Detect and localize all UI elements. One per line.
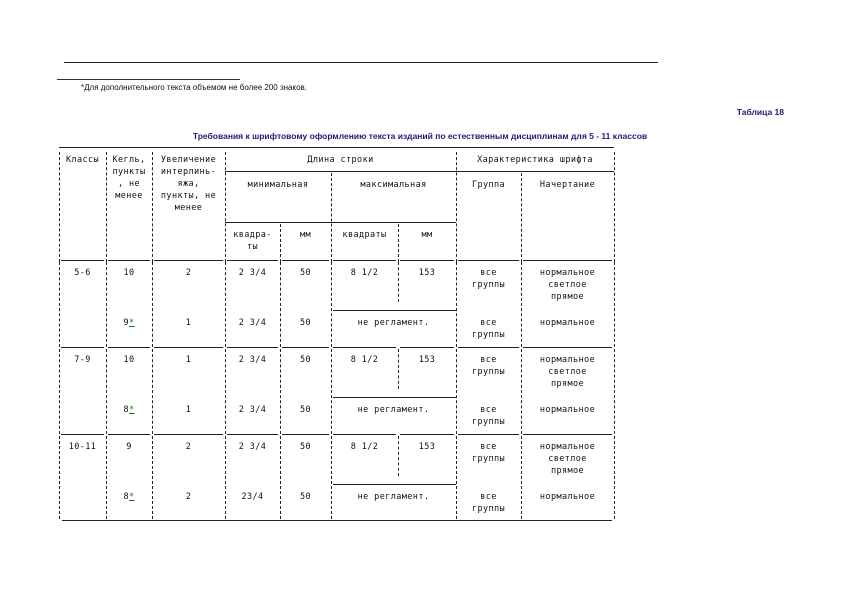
row-separator — [400, 260, 454, 261]
minimal-rule — [225, 222, 331, 223]
header-interline: Увеличение интерлинь- яжа, пункты, не менее — [160, 155, 217, 213]
cell-kegl: 9 — [126, 442, 132, 452]
row-separator — [154, 347, 223, 348]
row-separator — [458, 434, 519, 435]
footnote-separator — [57, 79, 240, 80]
cell-group: все группы — [471, 268, 506, 290]
cell-interline: 1 — [185, 405, 192, 415]
row-separator — [108, 434, 150, 435]
cell-interline: 2 — [185, 268, 192, 278]
cell-max-mm: 153 — [418, 268, 436, 278]
column-rule — [614, 152, 615, 262]
cell-interline: 1 — [185, 355, 192, 365]
column-rule — [614, 349, 615, 434]
cell-group: все группы — [471, 318, 506, 340]
row-separator — [61, 434, 104, 435]
row-separator — [227, 347, 278, 348]
header-kegl: Кегль, пункты , не менее — [112, 155, 146, 201]
cell-min-quadrats: 2 3/4 — [238, 268, 267, 278]
header-minimal: минимальная — [247, 180, 309, 190]
cell-group: все группы — [471, 492, 506, 514]
cell-kegl: 10 — [123, 355, 135, 365]
max-subrule — [333, 484, 456, 485]
header-line-length: Длина строки — [307, 155, 374, 165]
row-separator — [400, 347, 454, 348]
cell-min-quadrats: 2 3/4 — [238, 405, 267, 415]
cell-kegl: 8* — [123, 405, 135, 415]
cell-max-mm: 153 — [418, 355, 436, 365]
row-separator — [282, 260, 329, 261]
cell-max-quadrats: 8 1/2 — [350, 355, 379, 365]
font-char-rule — [456, 171, 614, 172]
cell-kegl: 8* — [123, 492, 135, 502]
table-title: Требования к шрифтовому оформлению текста изданий по естественным дисциплинам для 5 - 11 классов — [192, 131, 648, 141]
cell-interline: 2 — [185, 442, 192, 452]
table-top-rule — [59, 147, 614, 148]
row-separator — [523, 347, 612, 348]
cell-min-mm: 50 — [299, 355, 312, 365]
maximal-rule — [331, 222, 456, 223]
row-separator — [458, 347, 519, 348]
cell-min-mm: 50 — [299, 442, 312, 452]
row-separator — [400, 434, 454, 435]
row-separator — [227, 260, 278, 261]
line-length-rule — [225, 171, 456, 172]
row-separator — [227, 434, 278, 435]
cell-classes: 7-9 — [74, 355, 91, 365]
column-rule — [614, 262, 615, 347]
cell-max-not-regulated: не регламент. — [357, 492, 430, 502]
header-max-quadrats: квадраты — [342, 230, 387, 240]
table-bottom-rule — [62, 520, 612, 521]
cell-style: нормальное светлое прямое — [539, 442, 596, 476]
row-separator — [108, 347, 150, 348]
header-min-quadrats: квадра- ты — [233, 230, 272, 252]
cell-min-mm: 50 — [299, 405, 312, 415]
cell-min-mm: 50 — [299, 318, 312, 328]
cell-max-not-regulated: не регламент. — [357, 318, 430, 328]
row-separator — [61, 260, 104, 261]
row-separator — [154, 260, 223, 261]
cell-group: все группы — [471, 442, 506, 464]
cell-group: все группы — [471, 355, 506, 377]
column-rule — [614, 436, 615, 519]
cell-min-quadrats: 2 3/4 — [238, 442, 267, 452]
cell-kegl: 10 — [123, 268, 135, 278]
column-rule — [456, 152, 457, 262]
cell-min-mm: 50 — [299, 268, 312, 278]
header-min-mm: мм — [299, 230, 312, 240]
row-separator — [154, 434, 223, 435]
cell-interline: 2 — [185, 492, 192, 502]
cell-group: все группы — [471, 405, 506, 427]
cell-min-quadrats: 2 3/4 — [238, 318, 267, 328]
row-separator — [458, 260, 519, 261]
cell-max-mm: 153 — [418, 442, 436, 452]
row-separator — [282, 347, 329, 348]
row-separator — [333, 434, 396, 435]
cell-min-mm: 50 — [299, 492, 312, 502]
header-font-char: Характеристика шрифта — [477, 155, 593, 165]
cell-style: нормальное — [539, 405, 596, 415]
footnote-marker[interactable]: * — [129, 318, 135, 328]
header-style: Начертание — [539, 180, 596, 190]
cell-classes: 10-11 — [68, 442, 97, 452]
row-separator — [523, 260, 612, 261]
cell-kegl: 9* — [123, 318, 135, 328]
max-subrule — [333, 397, 456, 398]
header-maximal: максимальная — [360, 180, 427, 190]
header-max-mm: мм — [421, 230, 433, 240]
cell-min-quadrats: 23/4 — [241, 492, 264, 502]
cell-max-quadrats: 8 1/2 — [350, 442, 379, 452]
cell-max-not-regulated: не регламент. — [357, 405, 430, 415]
table-number: Таблица 18 — [736, 107, 784, 117]
row-separator — [333, 347, 396, 348]
footnote-marker[interactable]: * — [129, 492, 135, 502]
cell-classes: 5-6 — [74, 268, 91, 278]
max-subrule — [333, 310, 456, 311]
cell-style: нормальное светлое прямое — [539, 355, 596, 389]
row-separator — [282, 434, 329, 435]
row-separator — [333, 260, 396, 261]
cell-style: нормальное — [539, 492, 596, 502]
header-classes: Классы — [65, 155, 100, 165]
cell-interline: 1 — [185, 318, 192, 328]
cell-style: нормальное — [539, 318, 596, 328]
column-rule — [59, 152, 60, 262]
row-separator — [523, 434, 612, 435]
cell-style: нормальное светлое прямое — [539, 268, 596, 302]
row-separator — [61, 347, 104, 348]
row-separator — [108, 260, 150, 261]
footnote: *Для дополнительного текста объемом не более 200 знаков. — [81, 83, 308, 92]
page-top-rule — [64, 62, 658, 63]
footnote-marker[interactable]: * — [129, 405, 135, 415]
header-group: Группа — [471, 180, 506, 190]
cell-max-quadrats: 8 1/2 — [350, 268, 379, 278]
cell-min-quadrats: 2 3/4 — [238, 355, 267, 365]
